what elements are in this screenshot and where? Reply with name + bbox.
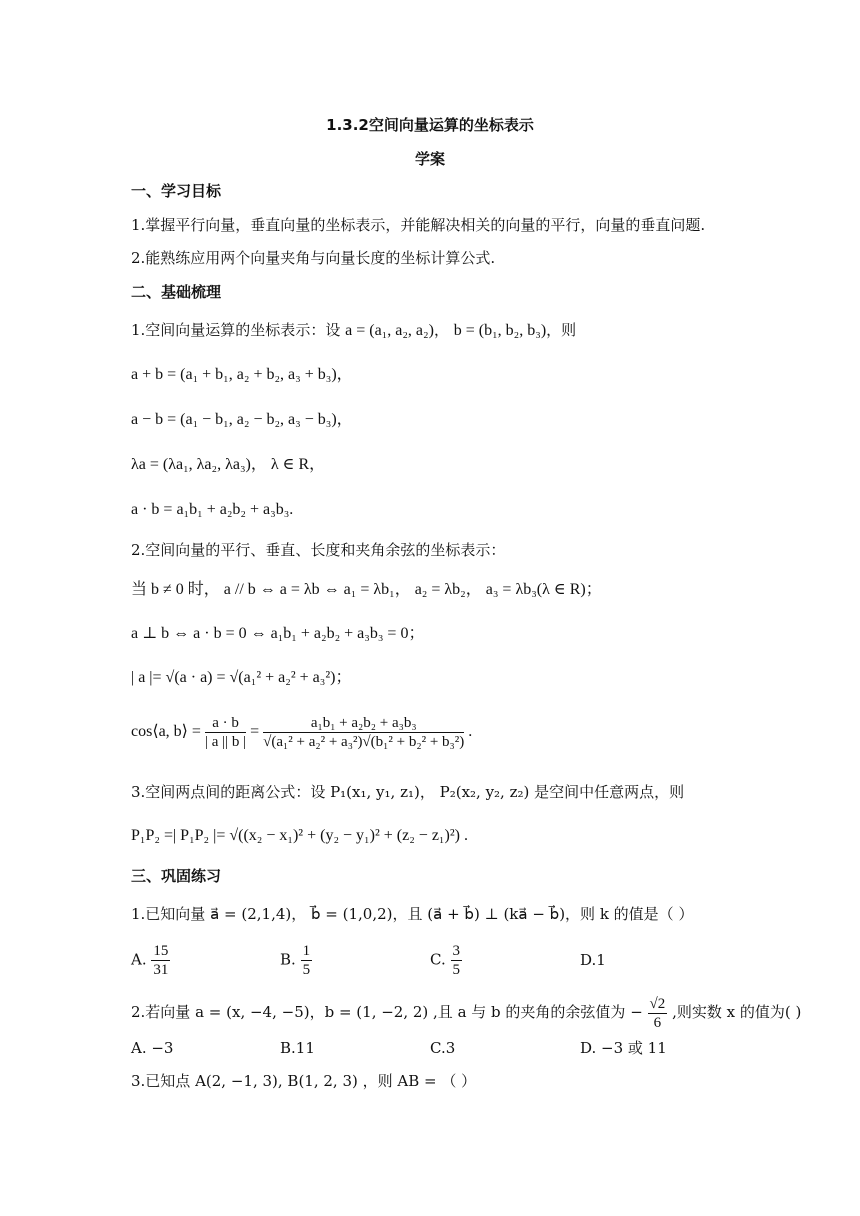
q2-num: √2 xyxy=(649,995,666,1012)
q1-option-b xyxy=(280,942,312,979)
doc-subtitle: 学案 xyxy=(414,150,445,168)
cos-equals: = xyxy=(250,723,260,740)
q1-option-b-fraction xyxy=(301,942,313,979)
formula-scalar: λa = (λa₁, λa₂, λa₃)， λ ∈ R， xyxy=(131,456,326,473)
q1-option-c-num: 3 xyxy=(452,943,460,959)
formula-parallel: 当 b ≠ 0 时， a // b ⇔ a = λb ⇔ a₁ = λb₁， a₂ = λb₂， a₃ = λb₃(λ ∈ R)； xyxy=(131,581,602,598)
goal-item-2: 2.能熟练应用两个向量夹角与向量长度的坐标计算公式. xyxy=(131,249,496,267)
p1-sep: ， xyxy=(433,321,449,339)
q1-option-a xyxy=(131,942,170,979)
q1-option-c-label: C. xyxy=(430,950,446,969)
goal-item-1: 1.掌握平行向量，垂直向量的坐标表示，并能解决相关的向量的平行，向量的垂直问题. xyxy=(131,216,706,234)
basics-paragraph-3: 3.空间两点间的距离公式：设 P₁(x₁, y₁, z₁)， P₂(x₂, y₂, z₂) 是空间中任意两点，则 xyxy=(131,783,685,801)
q2-option-b: B.11 xyxy=(280,1039,315,1057)
cos-fraction-2 xyxy=(263,714,464,751)
q1-option-a-label: A. xyxy=(131,950,147,969)
cos-numerator-2: a₁b₁ + a₂b₂ + a₃b₃ xyxy=(263,714,464,733)
q1-option-c xyxy=(430,942,462,979)
q1-option-c-fraction xyxy=(451,942,463,979)
q1-option-b-den: 5 xyxy=(302,962,311,978)
basics-paragraph-2: 2.空间向量的平行、垂直、长度和夹角余弦的坐标表示： xyxy=(131,541,506,559)
q1-option-d: D.1 xyxy=(580,951,606,969)
vector-b-def: b = (b₁, b₂, b₃) xyxy=(453,322,547,339)
cos-denominator-1: | a || b | xyxy=(204,733,247,750)
p1-end: ，则 xyxy=(546,321,577,339)
question-2 xyxy=(131,992,801,1032)
q2-option-a: A. −3 xyxy=(131,1039,174,1057)
question-3: 3.已知点 A(2, −1, 3), B(1, 2, 3) ，则 AB = （ ） xyxy=(131,1072,477,1090)
q2-den: 6 xyxy=(653,1014,662,1031)
vector-a-def: a = (a₁, a₂, a₂) xyxy=(345,322,434,339)
cos-fraction-1 xyxy=(205,714,246,751)
cos-end: . xyxy=(468,723,473,740)
cos-lhs: cos⟨a, b⟩ = xyxy=(131,723,201,740)
formula-cosine xyxy=(131,712,472,752)
q2-fraction xyxy=(648,995,668,1032)
section-heading-practice: 三、巩固练习 xyxy=(131,867,222,885)
question-1: 1.已知向量 a⃗ = (2,1,4)， b⃗ = (1,0,2)，且 (a⃗ + b⃗) ⊥ (ka⃗ − b⃗)，则 k 的值是（ ） xyxy=(131,905,694,923)
basics-paragraph-1 xyxy=(131,320,576,341)
formula-distance: P₁P₂ =| P₁P₂ |= √((x₂ − x₁)² + (y₂ − y₁)² + (z₂ − z₁)²) . xyxy=(131,827,468,844)
formula-addition: a + b = (a₁ + b₁, a₂ + b₂, a₃ + b₃)， xyxy=(131,366,353,383)
q1-option-c-den: 5 xyxy=(452,962,460,978)
formula-subtraction: a − b = (a₁ − b₁, a₂ − b₂, a₃ − b₃)， xyxy=(131,411,353,428)
section-heading-goals: 一、学习目标 xyxy=(131,182,222,200)
formula-perpendicular: a ⊥ b ⇔ a · b = 0 ⇔ a₁b₁ + a₂b₂ + a₃b₃ = 0； xyxy=(131,625,425,642)
cos-numerator-1: a · b xyxy=(205,714,246,733)
q2-option-c: C.3 xyxy=(430,1039,456,1057)
section-heading-basics: 二、基础梳理 xyxy=(131,283,222,301)
q1-option-a-den: 31 xyxy=(153,962,169,978)
q2-pre: 2.若向量 a = (x, −4, −5)，b = (1, −2, 2) ,且 a 与 b 的夹角的余弦值为 − xyxy=(131,1003,643,1021)
q1-option-b-num: 1 xyxy=(302,943,311,959)
p1-intro: 1.空间向量运算的坐标表示：设 xyxy=(131,321,341,339)
q1-option-a-num: 15 xyxy=(153,943,169,959)
formula-length: | a |= √(a · a) = √(a₁² + a₂² + a₃²)； xyxy=(131,669,352,686)
q1-option-b-label: B. xyxy=(280,950,296,969)
q2-option-d: D. −3 或 11 xyxy=(580,1039,667,1057)
q2-post: ,则实数 x 的值为( ) xyxy=(672,1003,802,1021)
doc-title: 1.3.2空间向量运算的坐标表示 xyxy=(326,116,534,134)
formula-dot-product: a · b = a₁b₁ + a₂b₂ + a₃b₃. xyxy=(131,501,294,518)
q1-option-a-fraction xyxy=(151,942,170,979)
cos-denominator-2: √(a₁² + a₂² + a₃²)√(b₁² + b₂² + b₃²) xyxy=(263,733,465,750)
